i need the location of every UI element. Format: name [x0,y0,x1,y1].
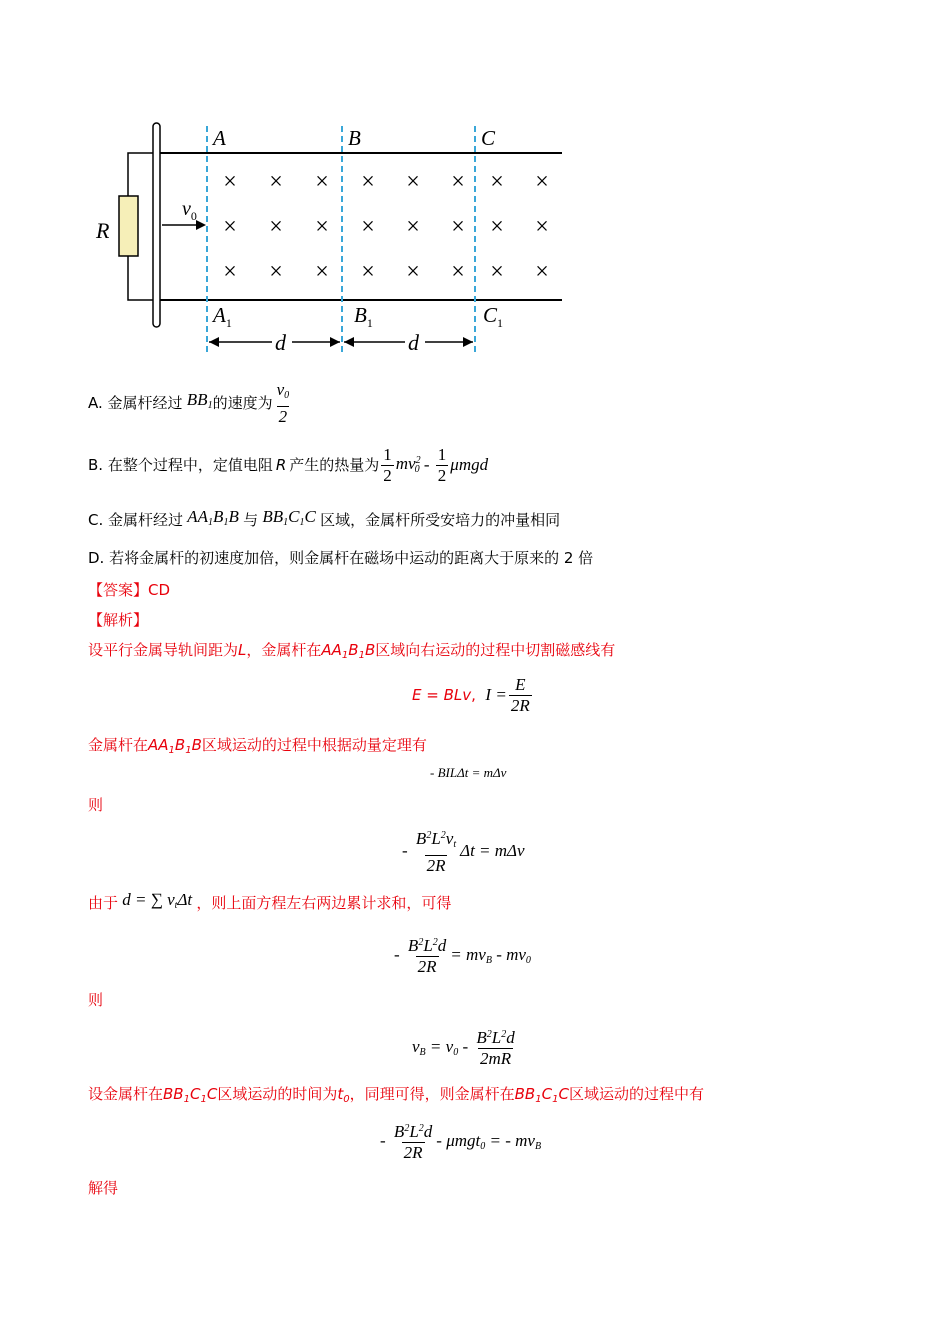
field-cross: × [490,169,504,195]
field-cross: × [223,169,237,195]
option-a-fraction: $\frac{v_0}{2}$ [276,379,290,426]
field-cross: × [361,259,375,285]
answer-line [88,580,170,600]
field-cross: × [406,259,420,285]
p2-a: 金属杆在 [88,736,149,754]
eq3 [402,826,525,876]
eq5-lhs: $v_B = v_0$ - [412,1036,473,1058]
label-C: C [481,126,496,150]
label-A: A [213,126,226,150]
option-a-BB1: $BB_1$ [182,390,213,411]
p3-b: ，则上面方程左右两边累计求和，可得 [196,894,452,912]
option-b-mv0: $mv^2_0$ [395,453,421,475]
field-cross: × [315,259,329,285]
field-cross: × [490,259,504,285]
p1-a: 设平行金属导轨间距为 [88,641,239,659]
option-b-frac2: $\frac{1}{2}$ [437,444,447,485]
answer-value: CD [148,581,171,599]
field-cross: × [535,169,549,195]
option-b-text: B. 在整个过程中，定值电阻 [88,456,273,474]
p4-region2: $BB_1C_1C$ [514,1085,569,1105]
p2-b: 区域运动的过程中根据动量定理有 [201,736,427,754]
eq1-frac: $\frac{E}{2R}$ [510,674,530,715]
label-B1: $B_1$ [354,303,373,330]
eq4-rhs: = $mv_B - mv_0$ [450,944,531,966]
jie-de: 解得 [88,1179,119,1197]
option-c-mid: 与 [243,511,259,529]
field-cross: × [406,214,420,240]
arrowhead [330,337,340,347]
resistor [119,196,138,256]
field-cross: × [451,169,465,195]
p4-t0: $t_0$ [337,1085,350,1105]
ze-2: 则 [88,991,104,1009]
analysis-label: 【解析】 [88,611,149,629]
velocity-arrowhead [196,220,206,230]
eq6 [380,1116,541,1166]
eq1-comma: , [471,686,486,704]
p4-c: ，同理可得，则金属杆在 [349,1085,515,1103]
option-c-region1: $AA_1B_1B$ [183,507,244,528]
arrowhead [344,337,354,347]
field-cross: × [490,214,504,240]
eq2: - BILΔt = mΔv [430,765,507,780]
p4-d: 区域运动的过程中有 [568,1085,704,1103]
option-a [88,378,293,428]
p4-b: 区域运动的时间为 [217,1085,338,1103]
field-cross: × [223,259,237,285]
option-a-mid: 的速度为 [212,394,273,412]
p1-c: 区域向右运动的过程中切割磁感线有 [375,641,616,659]
label-d2: d [408,330,419,355]
label-d1: d [275,330,286,355]
eq5-frac: $\frac{B^2L^2d}{2mR}$ [476,1028,515,1068]
field-cross: × [361,169,375,195]
magnetic-field-crosses [223,169,549,285]
option-b-frac1: $\frac{1}{2}$ [383,444,392,485]
field-cross: × [315,169,329,195]
field-cross: × [269,214,283,240]
answer-label: 【答案】 [88,581,149,599]
eq1-left: E = BLv [412,686,472,704]
field-cross: × [361,214,375,240]
option-d: D. 若将金属杆的初速度加倍，则金属杆在磁场中运动的距离大于原来的 2 倍 [88,549,594,567]
field-cross: × [269,259,283,285]
option-b-mid: 产生的热量为 [289,456,380,474]
option-b [88,440,488,490]
option-c-end: 区域，金属杆所受安培力的冲量相同 [320,511,561,529]
eq3-frac: $\frac{B^2L^2v_t}{2R}$ [415,829,457,875]
eq1-I: I = [485,685,507,704]
arrowhead [463,337,473,347]
p4-region1: $BB_1C_1C$ [163,1085,218,1105]
p1-region: $AA_1B_1B$ [321,641,376,661]
p3-a: 由于 [88,894,119,912]
field-cross: × [269,169,283,195]
option-b-minus: - [419,455,434,474]
field-cross: × [535,214,549,240]
label-R: R [96,218,110,243]
field-cross: × [315,214,329,240]
label-A1: $A_1$ [213,303,232,330]
eq4-minus: - [394,945,404,964]
analysis-p4 [88,1084,704,1110]
eq6-minus: - [380,1131,390,1150]
label-C1: $C_1$ [483,303,504,330]
p3-sum: d = ∑ $v_t\Delta t$ [118,890,197,911]
eq1 [412,670,534,720]
eq3-minus: - [402,841,412,860]
p1-b: ，金属杆在 [246,641,322,659]
eq4-frac: $\frac{B^2L^2d}{2R}$ [407,936,447,976]
arrowhead [209,337,219,347]
p1-L: L [238,641,247,659]
analysis-p1 [88,640,615,666]
option-a-text: A. 金属杆经过 [88,394,183,412]
option-b-mumgd: μmgd [450,455,489,474]
field-cross: × [223,214,237,240]
analysis-p2 [88,735,427,761]
field-cross: × [451,214,465,240]
eq6-rhs: - μmgt$_0$ = - $mv_B$ [436,1130,542,1152]
field-cross: × [406,169,420,195]
label-v0: $v_0$ [182,198,197,223]
p4-a: 设金属杆在 [88,1085,164,1103]
analysis-p3 [88,890,451,916]
metal-rod [153,123,160,327]
option-b-R: R [275,456,287,474]
eq4 [394,930,531,980]
option-c [88,508,560,532]
ze-1: 则 [88,796,104,814]
field-cross: × [451,259,465,285]
p2-region: $AA_1B_1B$ [148,736,202,756]
field-cross: × [535,259,549,285]
option-c-text: C. 金属杆经过 [88,511,184,529]
circuit-figure [90,118,580,368]
eq6-frac: $\frac{B^2L^2d}{2R}$ [393,1122,433,1162]
label-B: B [348,126,361,150]
eq5 [412,1022,519,1072]
option-c-region2: $BB_1C_1C$ [258,507,321,528]
eq3-rhs: Δt = mΔv [460,841,525,860]
